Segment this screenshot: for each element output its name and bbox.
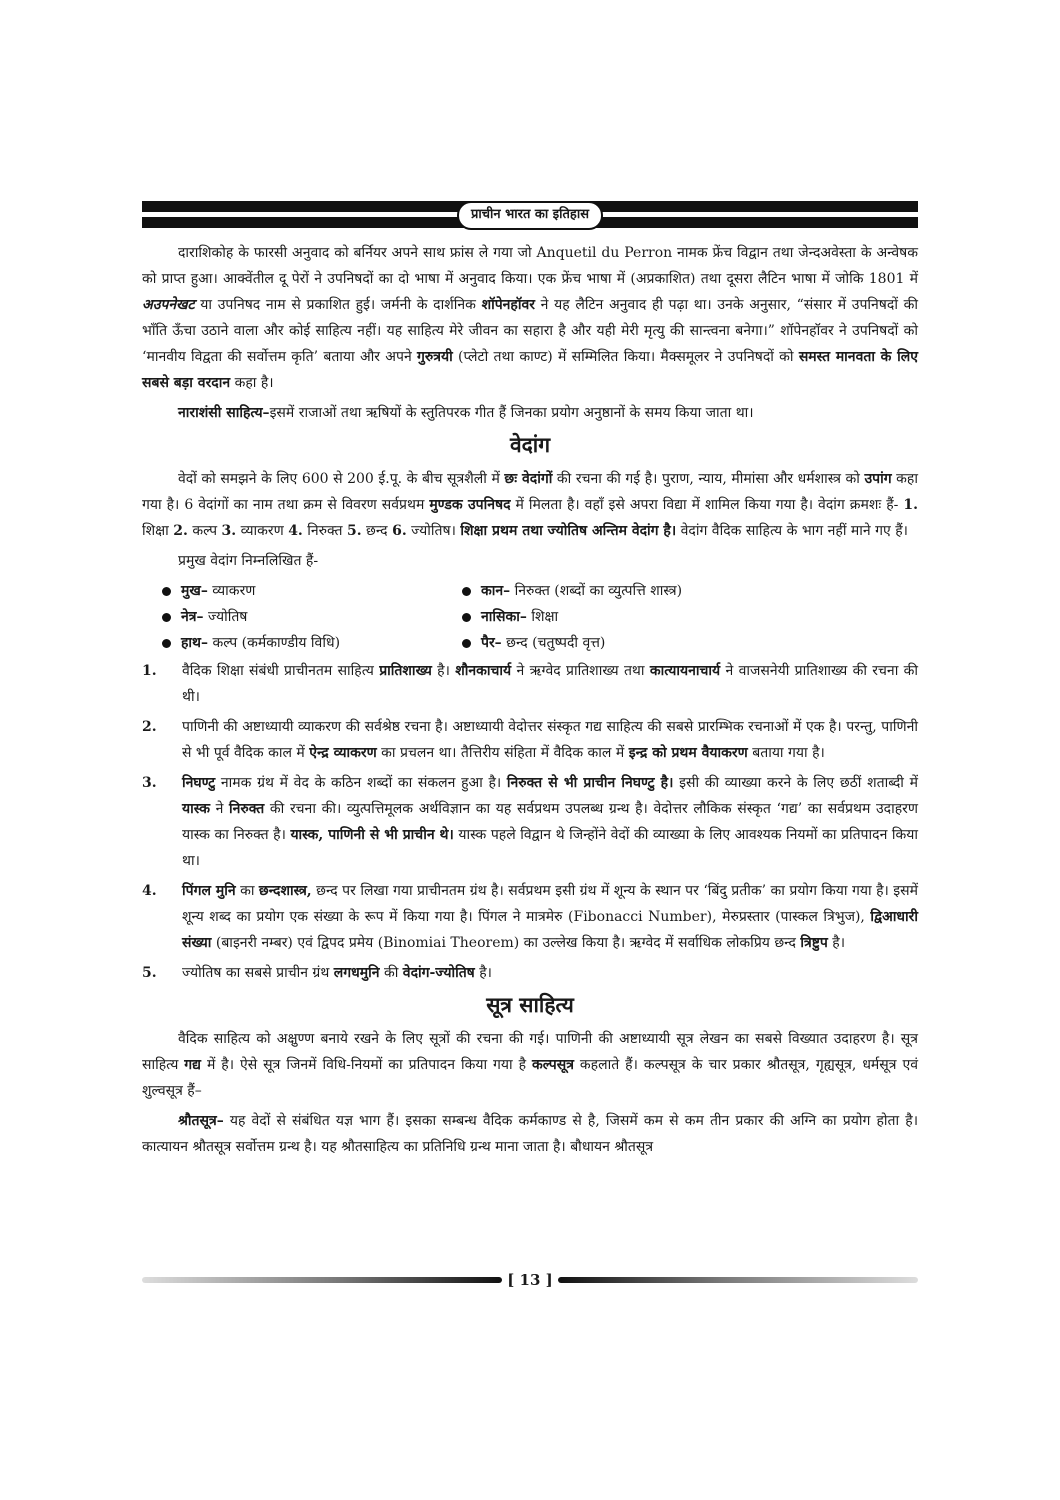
organ-item: नेत्र– ज्योतिष: [162, 604, 462, 630]
footer-arrow-left: [142, 1277, 502, 1283]
page-footer: [142, 1266, 918, 1296]
bullet-icon: [162, 639, 171, 648]
bullet-icon: [462, 639, 471, 648]
running-header: [142, 201, 918, 231]
organ-item: मुख– व्याकरण: [162, 578, 462, 604]
paragraph-sutra-intro: वैदिक साहित्य को अक्षुण्ण बनाये रखने के लिए सूत्रों की रचना की गई। पाणिनी की अष्टाध्यायी सूत्र लेखन का सबसे विख्यात उदाहरण है। सूत्र साहित्य गद्य में है। ऐसे सूत्र जिनमें विधि-नियमों का प्रतिपादन किया गया है कल्पसूत्र कहलाते हैं। कल्पसूत्र के चार प्रकार श्रौतसूत्र, गृह्यसूत्र, धर्मसूत्र एवं शुल्वसूत्र हैं–: [142, 1031, 918, 1099]
section-title-vedanga: वेदांग: [509, 432, 551, 457]
paragraph-shrautasutra: श्रौतसूत्र– यह वेदों से संबंधित यज्ञ भाग हैं। इसका सम्बन्ध वैदिक कर्मकाण्ड से है, जिसमें कम से कम तीन प्रकार की अग्नि का प्रयोग होता है। कात्यायन श्रौतसूत्र सर्वोत्तम ग्रन्थ है। यह श्रौतसाहित्य का प्रतिनिधि ग्रन्थ माना जाता है। बौधायन श्रौतसूत्र: [142, 1113, 918, 1155]
section-title-sutra: सूत्र साहित्य: [486, 992, 574, 1017]
list-item: 3. निघण्टु नामक ग्रंथ में वेद के कठिन शब्दों का संकलन हुआ है। निरुक्त से भी प्राचीन निघण्टु है। इसी की व्याख्या करने के लिए छठीं शताब्दी में यास्क ने निरुक्त की रचना की। व्युत्पत्तिमूलक अर्थविज्ञान का यह सर्वप्रथम उपलब्ध ग्रन्थ है। वेदोत्तर लौकिक संस्कृत ‘गद्य’ का सर्वप्रथम उदाहरण यास्क का निरुक्त है। यास्क, पाणिनी से भी प्राचीन थे। यास्क पहले विद्वान थे जिन्होंने वेदों की व्याख्या के लिए आवश्यक नियमों का प्रतिपादन किया था।: [142, 775, 918, 869]
list-item: 5. ज्योतिष का सबसे प्राचीन ग्रंथ लगधमुनि की वेदांग-ज्योतिष है।: [142, 965, 492, 981]
vedanga-organ-list: [162, 578, 918, 656]
vedanga-numbered-list: [142, 658, 918, 986]
paragraph-vedanga-intro: वेदों को समझने के लिए 600 से 200 ई.पू. के बीच सूत्रशैली में छः वेदांगों की रचना की गई है। पुराण, न्याय, मीमांसा और धर्मशास्त्र को उपांग कहा गया है। 6 वेदांगों का नाम तथा क्रम से विवरण सर्वप्रथम मुण्डक उपनिषद में मिलता है। वहाँ इसे अपरा विद्या में शामिल किया गया है। वेदांग क्रमशः हैं- 1. शिक्षा 2. कल्प 3. व्याकरण 4. निरुक्त 5. छन्द 6. ज्योतिष। शिक्षा प्रथम तथा ज्योतिष अन्तिम वेदांग है। वेदांग वैदिक साहित्य के भाग नहीं माने गए हैं।: [142, 471, 918, 539]
vedanga-list-intro: प्रमुख वेदांग निम्नलिखित हैं-: [178, 553, 319, 569]
organ-item: कान– निरुक्त (शब्दों का व्युत्पत्ति शास्त्र): [462, 578, 932, 604]
bullet-icon: [162, 613, 171, 622]
list-item: 4. पिंगल मुनि का छन्दशास्त्र, छन्द पर लिखा गया प्राचीनतम ग्रंथ है। सर्वप्रथम इसी ग्रंथ में शून्य के स्थान पर ‘बिंदु प्रतीक’ का प्रयोग किया गया है। इसमें शून्य शब्द का प्रयोग एक संख्या के रूप में किया गया है। पिंगल ने मात्रमेरु (Fibonacci Number), मेरुप्रस्तार (पास्कल त्रिभुज), द्विआधारी संख्या (बाइनरी नम्बर) एवं द्विपद प्रमेय (Binomiai Theorem) का उल्लेख किया है। ऋग्वेद में सर्वाधिक लोकप्रिय छन्द त्रिष्टुप है।: [142, 883, 918, 951]
bullet-icon: [462, 587, 471, 596]
list-item: 1. वैदिक शिक्षा संबंधी प्राचीनतम साहित्य प्रातिशाख्य है। शौनकाचार्य ने ऋग्वेद प्रातिशाख्य तथा कात्यायनाचार्य ने वाजसनेयी प्रातिशाख्य की रचना की थी।: [142, 663, 919, 705]
list-item: 2. पाणिनी की अष्टाध्यायी व्याकरण की सर्वश्रेष्ठ रचना है। अष्टाध्यायी वेदोत्तर संस्कृत गद्य साहित्य की सबसे प्रारम्भिक रचनाओं में एक है। परन्तु, पाणिनी से भी पूर्व वैदिक काल में ऐन्द्र व्याकरण का प्रचलन था। तैत्तिरीय संहिता में वैदिक काल में इन्द्र को प्रथम वैयाकरण बताया गया है।: [142, 719, 918, 761]
footer-arrow-right: [558, 1277, 918, 1283]
page-content: [142, 240, 918, 1164]
bullet-icon: [162, 587, 171, 596]
organ-item: पैर– छन्द (चतुष्पदी वृत्त): [462, 630, 932, 656]
page-number: [ 13 ]: [507, 1271, 553, 1289]
header-title: प्राचीन भारत का इतिहास: [457, 201, 603, 230]
paragraph-upanishad-translation: दाराशिकोह के फारसी अनुवाद को बर्नियर अपने साथ फ्रांस ले गया जो Anquetil du Perron नामक फ्रेंच विद्वान तथा जेन्दअवेस्ता के अन्वेषक को प्राप्त हुआ। आक्वेंतील दू पेरों ने उपनिषदों का दो भाषा में अनुवाद किया। एक फ्रेंच भाषा में (अप्रकाशित) तथा दूसरा लैटिन भाषा में जोकि 1801 में अउपनेखट या उपनिषद नाम से प्रकाशित हुई। जर्मनी के दार्शनिक शॉपेनहॉवर ने यह लैटिन अनुवाद ही पढ़ा था। उनके अनुसार, “संसार में उपनिषदों की भाँति ऊँचा उठाने वाला और कोई साहित्य नहीं। यह साहित्य मेरे जीवन का सहारा है और यही मेरी मृत्यु की सान्त्वना बनेगा।” शॉपेनहॉवर ने उपनिषदों को ‘मानवीय विद्वता की सर्वोत्तम कृति’ बताया और अपने गुरुत्रयी (प्लेटो तथा काण्ट) में सम्मिलित किया। मैक्समूलर ने उपनिषदों को समस्त मानवता के लिए सबसे बड़ा वरदान कहा है।: [142, 245, 918, 391]
organ-item: नासिका– शिक्षा: [462, 604, 932, 630]
bullet-icon: [462, 613, 471, 622]
paragraph-narashansi: नाराशंसी साहित्य–इसमें राजाओं तथा ऋषियों के स्तुतिपरक गीत हैं जिनका प्रयोग अनुष्ठानों के समय किया जाता था।: [178, 405, 754, 421]
organ-item: हाथ– कल्प (कर्मकाण्डीय विधि): [162, 630, 462, 656]
